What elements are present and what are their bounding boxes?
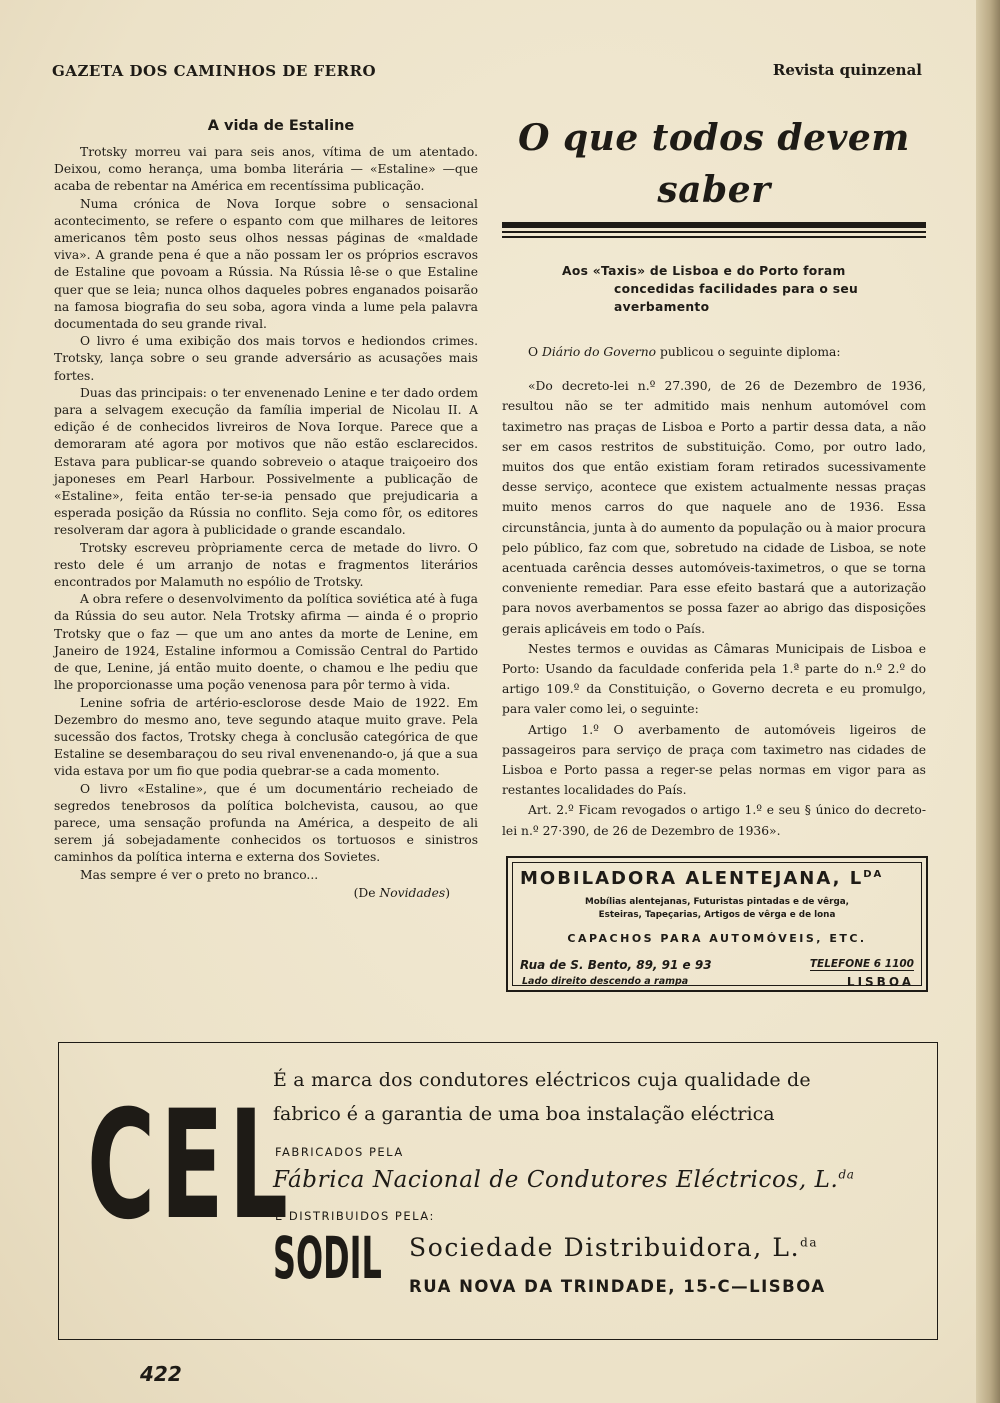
journal-title: GAZETA DOS CAMINHOS DE FERRO: [52, 62, 377, 80]
cel-advert: [58, 1042, 938, 1340]
advert-address: Rua de S. Bento, 89, 91 e 93: [520, 958, 712, 972]
company-suffix: DA: [863, 869, 884, 880]
products-line: Mobílias alentejanas, Futuristas pintadas e de vêrga,: [584, 897, 850, 907]
intro-suffix: publicou o seguinte diploma:: [656, 345, 841, 359]
paragraph: Duas das principais: o ter envenenado Lenine e ter dado ordem para a selvagem execução da família imperial de Nicolau II. A edição é de conhecidos livreiros de Nova Iorque. Parece que a demoraram até agora por motivos que não estão esclarecidos. Estava para publicar-se quando sobreveio o ataque traiçoeiro dos japoneses em Pearl Harbour. Possivelmente a publicação de «Estaline», feita então ter-se-ia pensado que prejudicaria a esperada posição da Rússia no conflito. Seja como fôr, os editores resolveram dar agora à publicidade o grande escandalo.: [54, 385, 478, 538]
advert-city: LISBOA: [846, 975, 914, 989]
rule: [502, 222, 926, 228]
subhead-line: Aos «Taxis» de Lisboa e do Porto foram: [562, 264, 846, 278]
intro-prefix: O: [528, 345, 542, 359]
article-body: [502, 342, 926, 841]
rule: [502, 231, 926, 233]
products-line: Esteiras, Tapeçarias, Artigos de vêrga e de lona: [598, 910, 836, 920]
advert-tagline: fabrico é a garantia de uma boa instalação eléctrica: [273, 1103, 775, 1125]
intro-paragraph: [502, 342, 926, 362]
fabricados-label: FABRICADOS PELA: [275, 1145, 404, 1159]
manufacturer-name: [273, 1167, 854, 1193]
paragraph: Numa crónica de Nova Iorque sobre o sensacional acontecimento, se refere o espanto com que milhares de leitores americanos têm posto seus olhos nessas páginas de «maldade viva». A grande pena é que a não possam ler os próprios escravos de Estaline que povoam a Rússia. Na Rússia lê-se o que Estaline quer que se leia; nunca olhos daqueles pobres enganados poisarão na famosa biografia do seu soba, agora vinda a lume pela palavra documentada do seu grande rival.: [54, 196, 478, 332]
advert-capachos: CAPACHOS PARA AUTOMÓVEIS, ETC.: [567, 932, 867, 945]
mobiladora-advert: [506, 856, 928, 992]
paragraph: Art. 2.º Ficam revogados o artigo 1.º e seu § único do decreto-lei n.º 27·390, de 26 de Dezembro de 1936».: [502, 803, 926, 838]
company-name: MOBILADORA ALENTEJANA, L: [520, 868, 864, 889]
left-article: [54, 118, 478, 900]
advert-telephone: TELEFONE 6 1100: [809, 958, 914, 970]
paragraph: O livro «Estaline», que é um documentário recheiado de segredos tenebrosos da política bolchevista, causou, ao que parece, uma sensação profunda na América, a despeito de ali serem já sobejadamente conhecidos os tortuosos e sinistros caminhos da política interna e externa dos Sovietes.: [54, 781, 478, 865]
distributor-suffix: da: [800, 1235, 819, 1250]
intro-italic: Diário do Governo: [542, 345, 657, 359]
manufacturer-suffix: da: [838, 1167, 855, 1182]
section-title: O que todos devem saber: [518, 117, 910, 211]
article-body: [54, 144, 478, 884]
paragraph: A obra refere o desenvolvimento da política soviética até à fuga da Rússia do seu autor. Nela Trotsky afirma — ainda é o proprio Trotsky que o faz — que um ano antes da morte de Lenine, em Janeiro de 1924, Estaline informou a Comissão Central do Partido de que, Lenine, já então muito doente, o chamou e lhe pediu que lhe proporcionasse uma poção venenosa para pôr termo à vida.: [54, 592, 478, 693]
advert-address-note: Lado direito descendo a rampa: [522, 976, 689, 987]
rule: [502, 236, 926, 238]
paragraph: Nestes termos e ouvidas as Câmaras Municipais de Lisboa e Porto: Usando da faculdade conferida pela 1.ª parte do n.º 2.º do artigo 109.º da Constituição, o Governo decreta e eu promulgo, para valer como lei, o seguinte:: [502, 641, 926, 717]
paragraph: Artigo 1.º O averbamento de automóveis ligeiros de passageiros para serviço de praça com taximetro nas cidades de Lisboa e Porto passa a reger-se pelas normas em vigor para as restantes localidades do País.: [502, 722, 926, 798]
article-subhead: [562, 262, 926, 316]
right-article: [502, 112, 926, 841]
journal-subtitle: Revista quinzenal: [772, 61, 922, 79]
sodil-logo: SODIL: [273, 1224, 382, 1292]
paragraph: O livro é uma exibição dos mais torvos e hediondos crimes. Trotsky, lança sobre o seu grande adversário as acusações mais fortes.: [54, 334, 478, 383]
paragraph: Trotsky escreveu pròpriamente cerca de metade do livro. O resto dele é um arranjo de notas e fragmentos literários encontrados por Malamuth no espólio de Trotsky.: [54, 540, 478, 590]
source-prefix: (De: [353, 885, 380, 900]
advert-tagline: É a marca dos condutores eléctricos cuja qualidade de: [273, 1069, 811, 1091]
cel-logo: CEL: [87, 1079, 293, 1253]
advert-products: [508, 896, 926, 922]
paragraph: Mas sempre é ver o preto no branco...: [80, 867, 319, 882]
distributor-address: RUA NOVA DA TRINDADE, 15-C—LISBOA: [409, 1277, 826, 1296]
article-title: A vida de Estaline: [207, 118, 355, 134]
paragraph: Lenine sofria de artério-esclorose desde Maio de 1922. Em Dezembro do mesmo ano, teve segundo ataque muito grave. Pela sucessão dos factos, Trotsky chega à conclusão categórica de que Estaline se desembaraçou do seu rival envenenando-o, já que a sua vida estava por um fio que podia quebrar-se a cada momento.: [54, 695, 478, 779]
article-source: [54, 886, 478, 900]
distribuidos-label: E DISTRIBUIDOS PELA:: [275, 1209, 435, 1223]
page-number: 422: [140, 1362, 182, 1386]
paragraph: «Do decreto-lei n.º 27.390, de 26 de Dezembro de 1936, resultou não se ter admitido mais nenhum automóvel com taximetro nas praças de Lisboa e Porto a partir dessa data, a não ser em casos restritos de substituição. Como, por outro lado, muitos dos que então existiam foram retirados sucessivamente desse serviço, acontece que existem actualmente nessas praças muito menos carros do que naquele ano de 1936. Essa circunstância, junta à do aumento da população ou à maior procura pelo público, faz com que, sobretudo na cidade de Lisboa, se note acentuada carência desses automóveis-taximetros, o que se torna conveniente remediar. Para esse efeito bastará que a autorização para novos averbamentos se possa fazer ao abrigo das disposições gerais aplicáveis em todo o País.: [502, 379, 926, 636]
subhead-line: concedidas facilidades para o seu averbamento: [614, 282, 859, 314]
source-name: Novidades: [379, 885, 446, 900]
page-edge: [976, 0, 1000, 1403]
manufacturer-text: Fábrica Nacional de Condutores Eléctricos, L.: [273, 1167, 839, 1193]
title-rules: [502, 222, 926, 238]
source-suffix: ): [445, 885, 450, 900]
distributor-name: [409, 1233, 818, 1262]
advert-company-name: [520, 868, 883, 889]
distributor-text: Sociedade Distribuidora, L.: [409, 1233, 801, 1262]
paragraph: Trotsky morreu vai para seis anos, vítima de um atentado. Deixou, como herança, uma bomba literária — «Estaline» —que acaba de rebentar na América em recentíssima publicação.: [54, 145, 478, 194]
